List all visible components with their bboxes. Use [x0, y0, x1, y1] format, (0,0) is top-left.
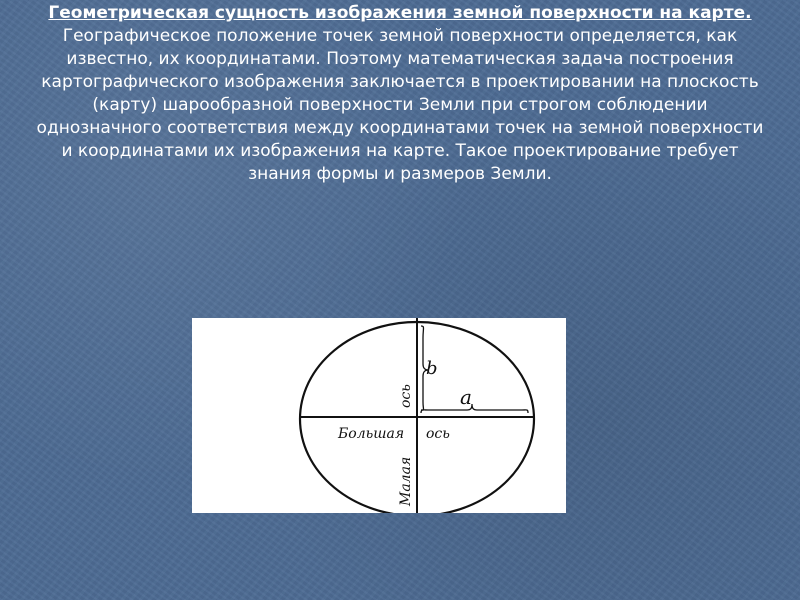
minor-axis-label-upper: ось [398, 384, 414, 408]
semi-major-label: a [460, 385, 472, 409]
ellipse-figure [192, 318, 566, 513]
slide-title: Геометрическая сущность изображения земной поверхности на карте. [48, 3, 752, 23]
semi-minor-label: b [426, 358, 438, 379]
semi-major-brace [421, 404, 528, 413]
ellipse-diagram [192, 318, 566, 513]
major-axis-label-2: ось [426, 426, 450, 442]
slide-text-block [30, 2, 770, 186]
major-axis-label-1: Большая [338, 426, 405, 442]
slide-body-text: Географическое положение точек земной поверхности определяется, как известно, их координатами. Поэтому математическая задача построения картографического изображения заключается в проектировании на плоскость (карту) шарообразной поверхности Земли при строгом соблюдении однозначного соответствия между координатами точек на земной поверхности и координатами их изображения на карте. Такое проектирование требует знания формы и размеров Земли. [36, 26, 764, 184]
minor-axis-label-lower: Малая [398, 456, 414, 506]
